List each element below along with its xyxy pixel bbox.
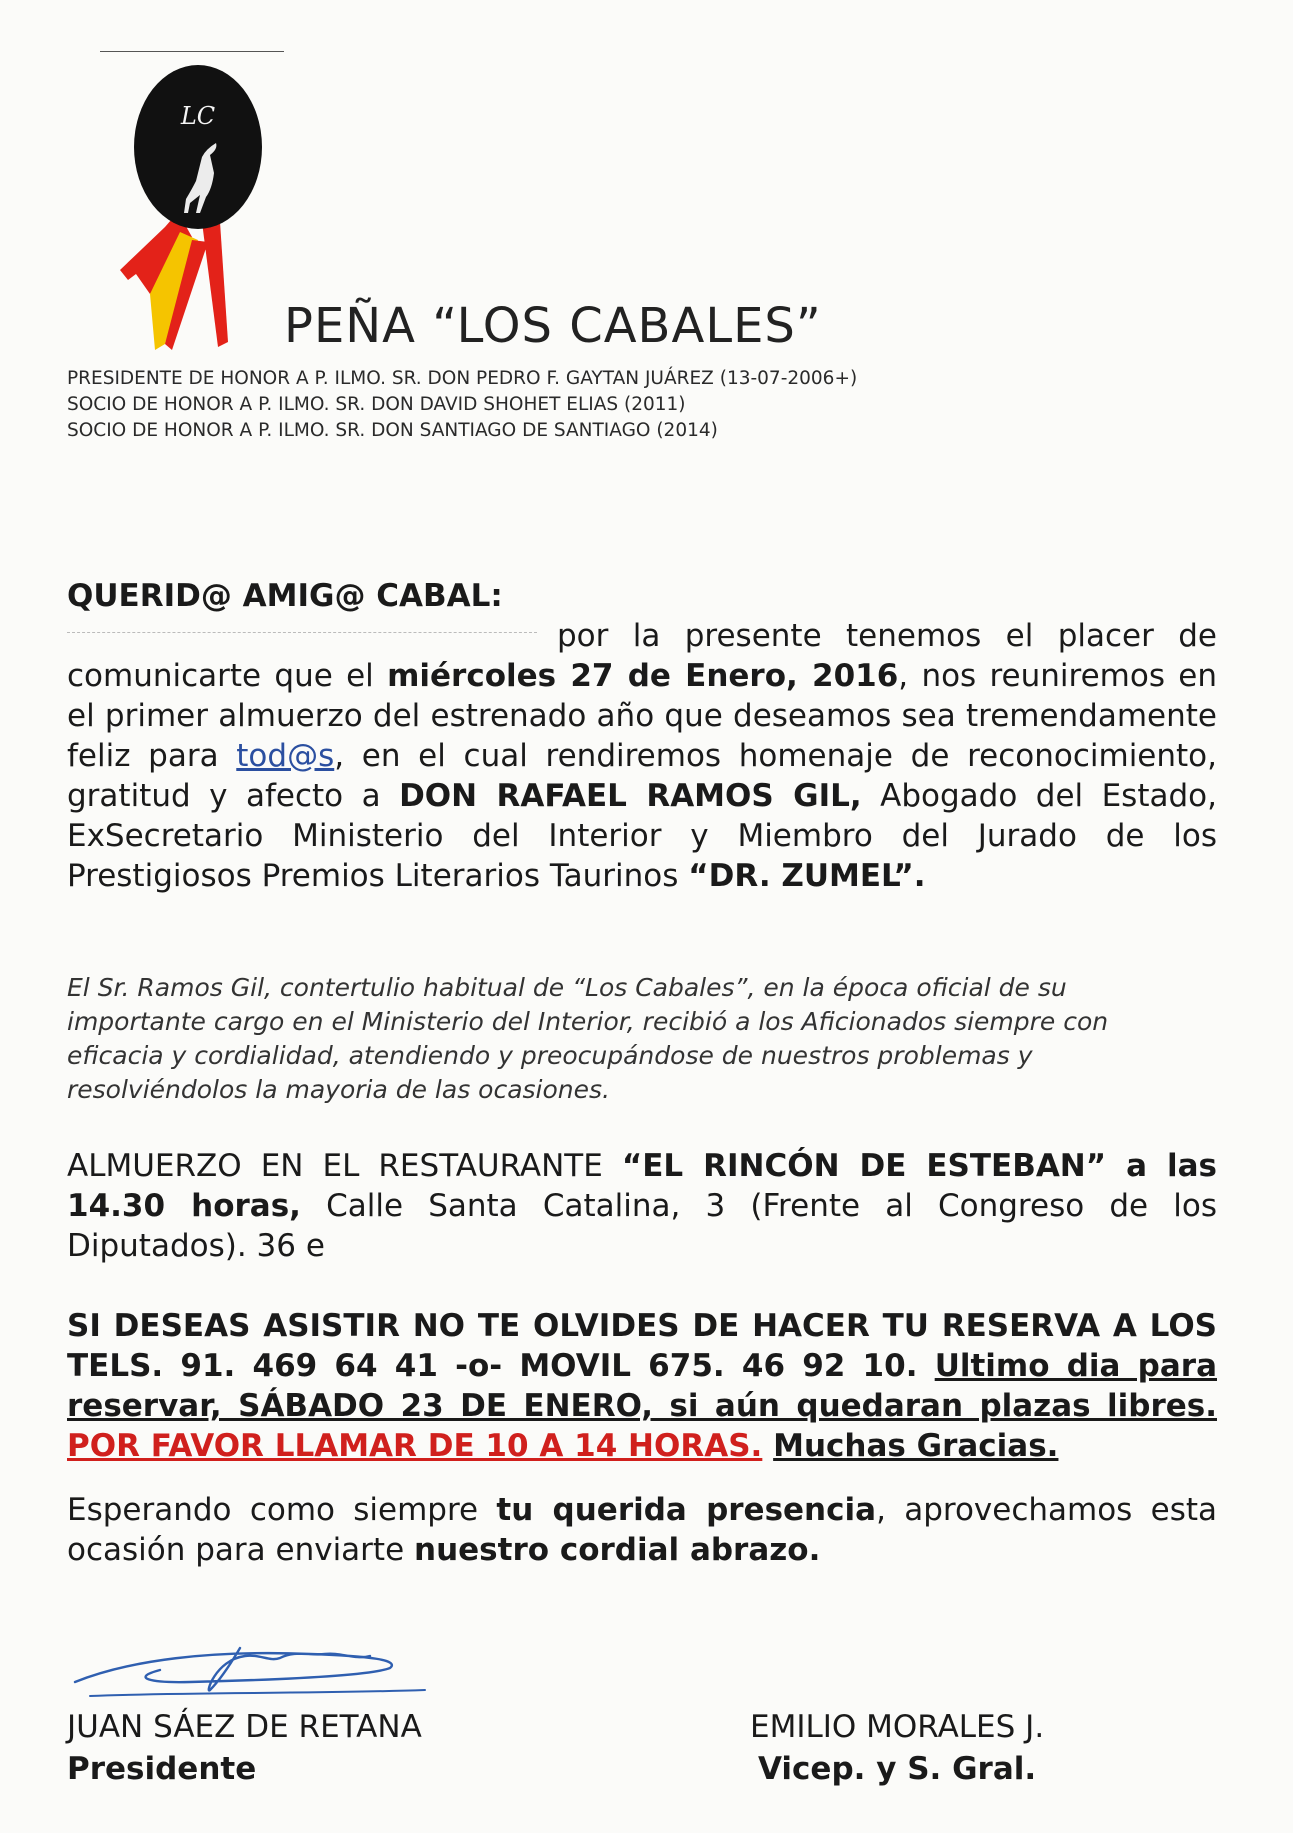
- president-signature-block: [67, 1706, 422, 1790]
- honor-line: PRESIDENTE DE HONOR A P. ILMO. SR. DON PEDRO F. GAYTAN JUÁREZ (13-07-2006+): [67, 368, 858, 389]
- text-run: , aprovechamos esta ocasión para enviarte: [67, 1492, 1217, 1568]
- club-logo: [110, 62, 280, 362]
- honoree-name: DON RAFAEL RAMOS GIL,: [399, 778, 862, 814]
- honor-line: SOCIO DE HONOR A P. ILMO. SR. DON SANTIAGO DE SANTIAGO (2014): [67, 420, 718, 441]
- vice-president-role: Vicep. y S. Gral.: [757, 1751, 1037, 1787]
- text-run: SI DESEAS ASISTIR NO TE OLVIDES DE HACER TU RESERVA A LOS TELS. 91. 469 64 41 -o- MOVIL 675. 46 92 10.: [67, 1308, 1217, 1384]
- president-role: Presidente: [67, 1751, 257, 1787]
- venue-paragraph: [67, 1146, 1217, 1266]
- text-run: ALMUERZO EN EL RESTAURANTE: [67, 1148, 622, 1184]
- call-hours-notice: POR FAVOR LLAMAR DE 10 A 14 HORAS.: [67, 1428, 763, 1464]
- page-title: PEÑA “LOS CABALES”: [284, 298, 822, 354]
- honoree-description: El Sr. Ramos Gil, contertulio habitual de “Los Cabales”, en la época oficial de su importante cargo en el Ministerio del Interior, recibió a los Aficionados siempre con eficacia y cordialidad, atendiendo y preocupándose de nuestros problemas y resolviéndolos la mayoria de las ocasiones.: [67, 973, 1109, 1104]
- vice-president-signature-block: [750, 1706, 1044, 1790]
- logo-initials: LC: [180, 102, 216, 130]
- honor-line: SOCIO DE HONOR A P. ILMO. SR. DON DAVID SHOHET ELIAS (2011): [67, 394, 686, 415]
- text-run: , nos reuniremos en el primer almuerzo del estrenado año que deseamos sea tremendamente feliz para: [67, 658, 1218, 774]
- text-run: Esperando como siempre: [67, 1492, 497, 1528]
- greeting: QUERID@ AMIG@ CABAL:: [67, 578, 503, 614]
- closing-paragraph: [67, 1490, 1217, 1570]
- restaurant-time: “EL RINCÓN DE ESTEBAN” a las 14.30 horas,: [67, 1148, 1217, 1224]
- president-name: JUAN SÁEZ DE RETANA: [67, 1709, 422, 1745]
- ribbon-red-right: [202, 222, 228, 347]
- closing-bold: nuestro cordial abrazo.: [414, 1532, 821, 1568]
- todas-link[interactable]: tod@s: [236, 738, 335, 774]
- closing-bold: tu querida presencia: [496, 1492, 877, 1528]
- thanks-text: Muchas Gracias.: [773, 1428, 1059, 1464]
- text-run: por la presente tenemos el placer de comunicarte que el: [67, 618, 1217, 694]
- event-date: miércoles 27 de Enero, 2016: [387, 658, 899, 694]
- text-run: , en el cual rendiremos homenaje de reconocimiento, gratitud y afecto a: [67, 738, 1218, 814]
- text-run: Abogado del Estado, ExSecretario Ministerio del Interior y Miembro del Jurado de los Prestigiosos Premios Literarios Taurinos: [67, 778, 1217, 894]
- reservation-deadline: Ultimo dia para reservar, SÁBADO 23 DE ENERO, si aún quedaran plazas libres.: [67, 1348, 1217, 1424]
- top-rule: [100, 51, 284, 52]
- text-run: Calle Santa Catalina, 3 (Frente al Congreso de los Diputados). 36 e: [67, 1188, 1217, 1264]
- honors-list: [67, 366, 857, 444]
- reservation-paragraph: [67, 1306, 1217, 1466]
- handwritten-signature: [70, 1620, 450, 1700]
- invitation-paragraph: [67, 616, 1217, 896]
- award-name: “DR. ZUMEL”.: [688, 858, 926, 894]
- vice-president-name: EMILIO MORALES J.: [750, 1709, 1045, 1745]
